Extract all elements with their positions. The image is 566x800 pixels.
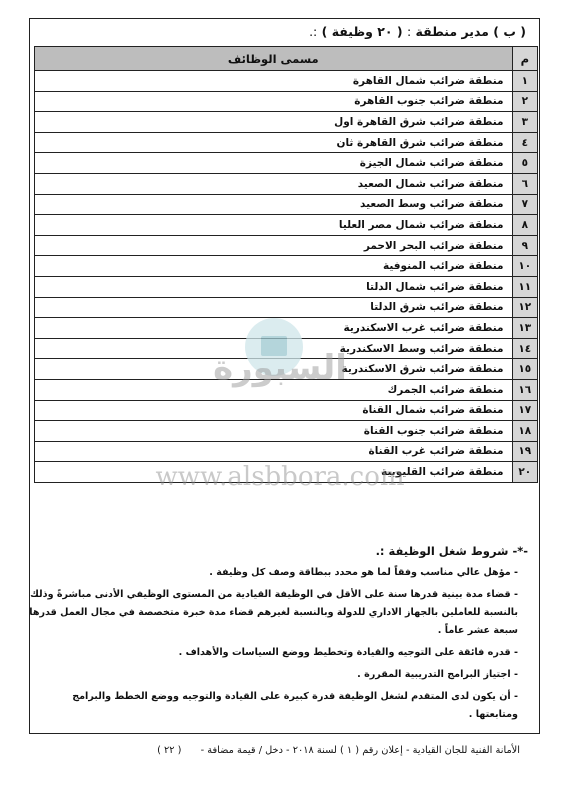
table-row xyxy=(35,441,538,462)
row-number: ١٢ xyxy=(512,297,537,318)
row-job-title: منطقة ضرائب شمال مصر العليا xyxy=(35,215,513,236)
watermark-url: www.alsbbora.com xyxy=(155,462,405,492)
table-header-row xyxy=(35,47,538,71)
table-row xyxy=(35,91,538,112)
condition-item: - مؤهل عالي مناسب وفقاً لما هو محدد ببطاقة وصف كل وظيفة . xyxy=(209,567,518,578)
row-job-title: منطقة ضرائب الجمرك xyxy=(35,379,513,400)
row-number: ٤ xyxy=(512,132,537,153)
row-job-title: منطقة ضرائب شمال الدلتا xyxy=(35,276,513,297)
row-number: ٨ xyxy=(512,215,537,236)
row-number: ١٠ xyxy=(512,256,537,277)
footer-text: الأمانة الفنية للجان القيادية - إعلان رقم ( ١ ) لسنة ٢٠١٨ - دخل / قيمة مضافة - xyxy=(200,745,520,756)
section-prefix: ( ب ) xyxy=(493,24,526,39)
table-row xyxy=(35,235,538,256)
row-number: ١ xyxy=(512,71,537,92)
row-number: ١٣ xyxy=(512,318,537,339)
header-job-title: مسمى الوظائف xyxy=(35,47,513,71)
section-count: ( ٢٠ وظيفة ) xyxy=(321,24,403,39)
page-footer xyxy=(150,745,520,756)
row-number: ١٥ xyxy=(512,359,537,380)
table-row xyxy=(35,132,538,153)
row-job-title: منطقة ضرائب شمال القاهرة xyxy=(35,71,513,92)
table-row xyxy=(35,71,538,92)
row-number: ١٩ xyxy=(512,441,537,462)
condition-item: - قدره فائقة على التوجيه والقيادة وتخطيط ووضع السياسات والأهداف . xyxy=(178,647,518,658)
row-job-title: منطقة ضرائب شرق الاسكندرية xyxy=(35,359,513,380)
table-row xyxy=(35,194,538,215)
watermark-name: السبورة xyxy=(213,348,347,388)
row-job-title: منطقة ضرائب شرق الدلتا xyxy=(35,297,513,318)
row-job-title: منطقة ضرائب جنوب القاهرة xyxy=(35,91,513,112)
table-row xyxy=(35,276,538,297)
conditions-title: شروط شغل الوظيفة :. xyxy=(375,544,509,558)
condition-item: - اجتياز البرامج التدريبية المقررة . xyxy=(357,669,518,680)
row-number: ١٤ xyxy=(512,338,537,359)
table-row xyxy=(35,256,538,277)
row-number: ١٧ xyxy=(512,400,537,421)
row-job-title: منطقة ضرائب وسط الصعيد xyxy=(35,194,513,215)
conditions-heading xyxy=(28,542,528,560)
row-number: ٣ xyxy=(512,112,537,133)
row-job-title: منطقة ضرائب شرق القاهرة اول xyxy=(35,112,513,133)
table-row xyxy=(35,297,538,318)
row-number: ٢٠ xyxy=(512,462,537,483)
row-job-title: منطقة ضرائب شرق القاهرة ثان xyxy=(35,132,513,153)
row-number: ٩ xyxy=(512,235,537,256)
row-number: ١٦ xyxy=(512,379,537,400)
table-row xyxy=(35,400,538,421)
row-number: ٥ xyxy=(512,153,537,174)
header-number: م xyxy=(512,47,537,71)
row-job-title: منطقة ضرائب جنوب القناة xyxy=(35,421,513,442)
row-number: ٧ xyxy=(512,194,537,215)
row-job-title: منطقة ضرائب شمال الجيزة xyxy=(35,153,513,174)
row-job-title: منطقة ضرائب وسط الاسكندرية xyxy=(35,338,513,359)
conditions-dash: -*- xyxy=(512,544,528,558)
section-end: :. xyxy=(309,24,318,39)
conditions-list xyxy=(28,564,528,724)
table-row xyxy=(35,173,538,194)
row-job-title: منطقة ضرائب شمال القناة xyxy=(35,400,513,421)
page-number: ( ٢٢ ) xyxy=(157,745,182,756)
row-job-title: منطقة ضرائب المنوفية xyxy=(35,256,513,277)
row-job-title: منطقة ضرائب غرب القناة xyxy=(35,441,513,462)
table-row xyxy=(35,153,538,174)
row-number: ١٨ xyxy=(512,421,537,442)
condition-item: - قضاء مدة بينية قدرها سنة على الأقل في الوظيفة القيادية من المستوى الوظيفي الأدنى مباشرةً وذلك بالنسبة للعاملين بالجهاز الاداري للدولة وبالنسبة لغيرهم قضاء مدة خبرة متخصصة في مجال العمل قدرها سبعة عشر عاماً . xyxy=(29,589,518,636)
row-number: ١١ xyxy=(512,276,537,297)
row-job-title: منطقة ضرائب البحر الاحمر xyxy=(35,235,513,256)
table-row xyxy=(35,421,538,442)
row-job-title: منطقة ضرائب شمال الصعيد xyxy=(35,173,513,194)
section-separator: : xyxy=(406,24,412,39)
section-name: مدير منطقة xyxy=(415,24,489,39)
section-title xyxy=(309,24,526,39)
row-number: ٢ xyxy=(512,91,537,112)
condition-item: - أن يكون لدى المتقدم لشغل الوظيفة قدرة كبيرة على القيادة والتوجيه ووضع الخطط والبرامج ومتابعتها . xyxy=(72,691,518,720)
jobs-table xyxy=(34,46,538,483)
table-row xyxy=(35,215,538,236)
row-job-title: منطقة ضرائب القليوبية xyxy=(35,462,513,483)
table-row xyxy=(35,112,538,133)
row-number: ٦ xyxy=(512,173,537,194)
row-job-title: منطقة ضرائب غرب الاسكندرية xyxy=(35,318,513,339)
job-conditions xyxy=(28,542,528,728)
